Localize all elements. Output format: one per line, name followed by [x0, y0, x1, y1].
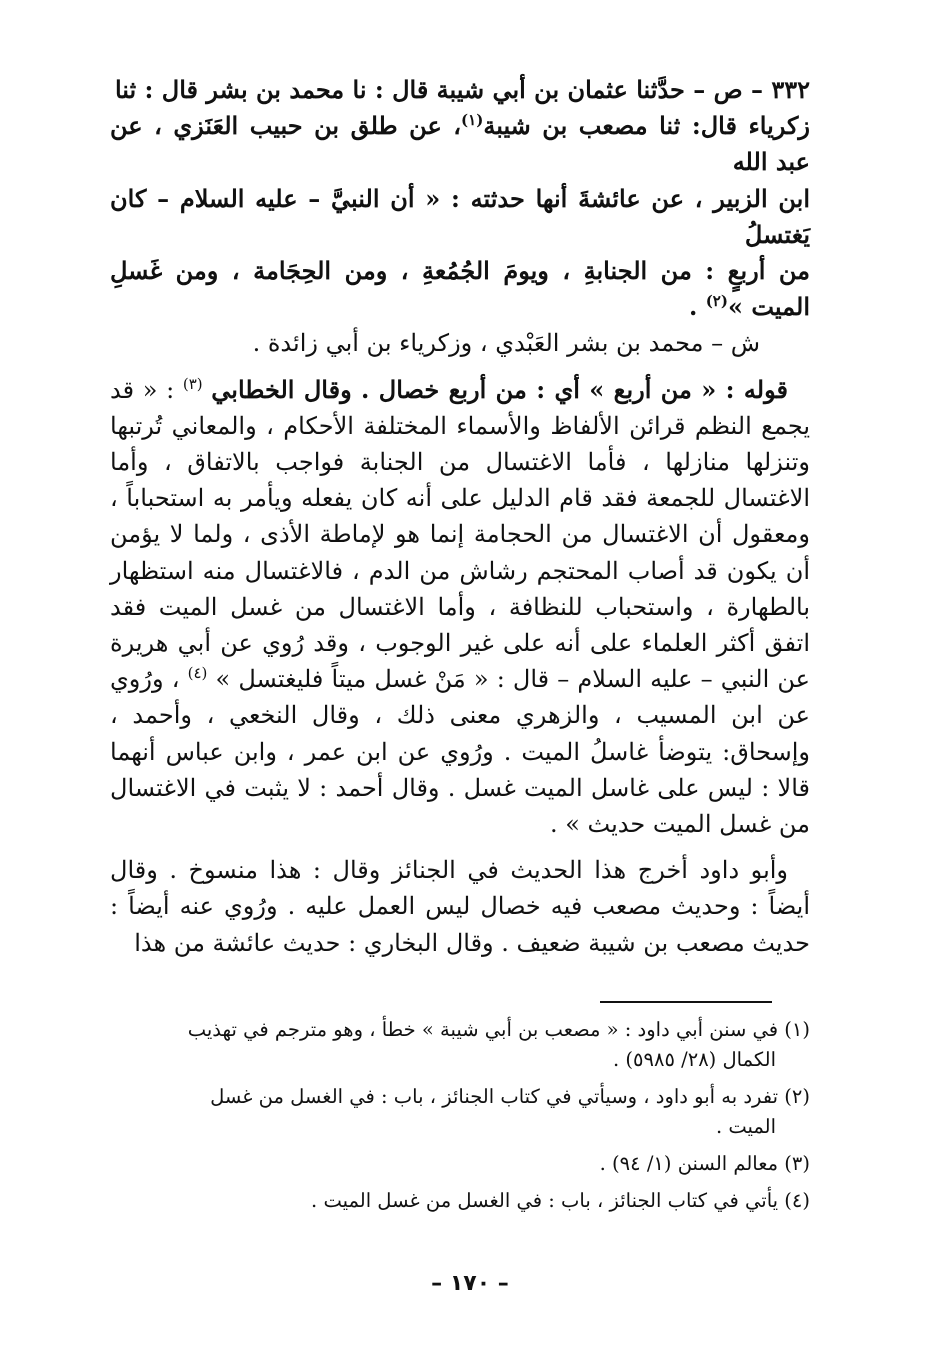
footnotes [122, 1015, 810, 1223]
footnote-number: (٤) [784, 1189, 810, 1212]
commentary-paragraph-2: وأبو داود أخرج هذا الحديث في الجنائز وقال : هذا منسوخ . وقال أيضاً : وحديث مصعب فيه خصال ليس العمل عليه . ورُوي عنه أيضاً : حديث مصعب بن شيبة ضعيف . وقال البخاري : حديث عائشة من هذا [110, 856, 810, 957]
page-body [110, 72, 810, 961]
hadith-line [110, 253, 810, 325]
footnote-item [122, 1015, 810, 1075]
hadith-line [110, 72, 810, 108]
footnote-item [122, 1186, 810, 1216]
footnote-ref[interactable]: (١) [461, 111, 484, 130]
footnote-text: يأتي في كتاب الجنائز ، باب : في الغسل من غسل الميت . [311, 1189, 779, 1212]
hadith-block [110, 72, 810, 325]
commentary-paragraph [110, 372, 810, 843]
footnote-number: (٣) [784, 1152, 810, 1175]
footnote-item [122, 1149, 810, 1179]
hadith-line [110, 181, 810, 253]
hadith-text: ، عن طلق بن حبيب العَنَزي ، عن عبد الله [110, 111, 810, 177]
footnote-number: (١) [784, 1018, 810, 1041]
footnote-continuation: الميت . [715, 1115, 776, 1138]
footnote-divider [600, 1001, 772, 1003]
footnote-number: (٢) [784, 1085, 810, 1108]
commentary-text: : « قد يجمع النظم قرائن الألفاظ والأسماء المختلفة الأحكام ، والمعاني تُرتبها وتنزلها منازلها ، فأما الاغتسال من الجنابة فواجب بالاتفاق ، وأما الاغتسال للجمعة فقد قام الدليل على أنه كان يفعله ويأمر به استحباباً ، ومعقول أن الاغتسال من الحجامة إنما هو لإماطة الأذى ، ولما لا يؤمن أن يكون قد أصاب المحتجم رشاش من الدم ، فالاغتسال منه استظهار بالطهارة ، واستحباب للنظافة ، وأما الاغتسال من غسل الميت فقد اتفق أكثر العلماء على أنه على غير الوجوب ، وقد رُوي عن أبي هريرة عن النبي – عليه السلام – قال : « مَنْ غسل ميتاً فليغتسل » [110, 375, 810, 694]
footnote-ref[interactable]: (٤) [187, 664, 208, 683]
commentary-lead: قوله : « من أربع » أي : من أربع خصال . وقال الخطابي [211, 374, 788, 404]
footnote-text: تفرد به أبو داود ، وسيأتي في كتاب الجنائز ، باب : في الغسل من غسل [210, 1085, 779, 1108]
commentary-text: ، ورُوي عن ابن المسيب ، والزهري معنى ذلك ، وقال النخعي ، وأحمد ، وإسحاق: يتوضأ غاسلُ الميت . ورُوي عن ابن عمر ، وابن عباس أنهما قالا : ليس على غاسل الميت غسل . وقال أحمد : لا يثبت في الاغتسال من غسل الميت حديث » . [110, 665, 810, 839]
hadith-text: من أربعٍ : من الجنابةِ ، ويومَ الجُمُعةِ ، ومن الحِجَامة ، ومن غَسلِ الميت » [110, 256, 810, 322]
footnote-item [122, 1082, 810, 1142]
hadith-text: ٣٣٢ – ص – حدَّثنا عثمان بن أبي شيبة قال : نا محمد بن بشر قال : ثنا [114, 75, 810, 104]
hadith-text: زكرياء قال: ثنا مصعب بن شيبة [483, 111, 810, 141]
page-number: – ١٧٠ – [431, 1271, 509, 1296]
hadith-line [110, 108, 810, 180]
footnote-continuation: الكمال (٢٨/ ٥٩٨٥) . [613, 1048, 776, 1071]
footnote-text: في سنن أبي داود : « مصعب بن أبي شيبة » خطأ ، وهو مترجم في تهذيب [187, 1018, 779, 1041]
hadith-text: ابن الزبير ، عن عائشةَ أنها حدثته : « أن النبيَّ – عليه السلام – كان يَغتسلُ [110, 183, 810, 249]
hadith-text: . [688, 292, 698, 322]
footnote-text: معالم السنن (١/ ٩٤) . [599, 1152, 779, 1175]
footnote-ref[interactable]: (٣) [182, 374, 203, 393]
footnote-ref[interactable]: (٢) [705, 292, 728, 311]
sharh-line: ش – محمد بن بشر العَبْدي ، وزكرياء بن أبي زائدة . [252, 329, 760, 358]
